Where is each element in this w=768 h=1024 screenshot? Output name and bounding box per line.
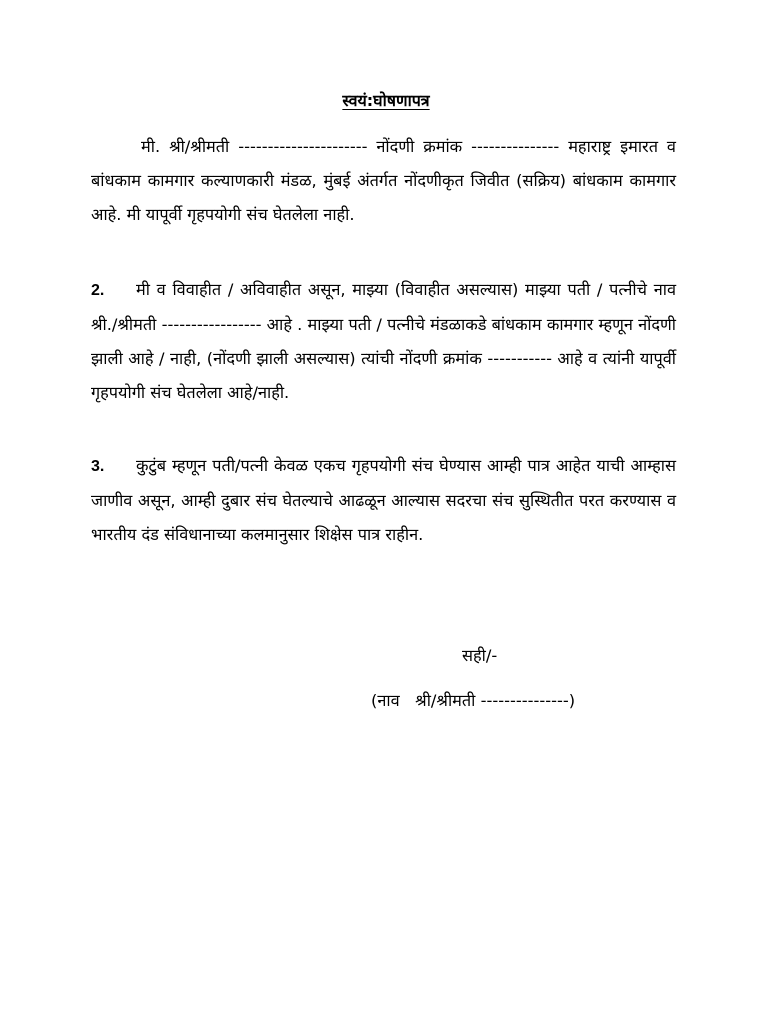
- paragraph-2: [91, 273, 676, 410]
- paragraph-1-text: मी. श्री/श्रीमती ---------------------- नोंदणी क्रमांक --------------- महाराष्ट्र इमारत व बांधकाम कामगार कल्याणकारी मंडळ, मुंबई अंतर्गत नोंदणीकृत जिवीत (सक्रिय) बांधकाम कामगार आहे. मी यापूर्वी गृहपयोगी संच घेतलेला नाही.: [91, 137, 676, 224]
- signature-label: सही/-: [462, 646, 498, 665]
- paragraph-3-text: कुटुंब म्हणून पती/पत्नी केवळ एकच गृहपयोगी संच घेण्यास आम्ही पात्र आहेत याची आम्हास जाणीव असून, आम्ही दुबार संच घेतल्याचे आढळून आल्यास सदरचा संच सुस्थितीत परत करण्यास व भारतीय दंड संविधानाच्या कलमानुसार शिक्षेस पात्र राहीन.: [91, 456, 676, 544]
- paragraph-2-text: मी व विवाहीत / अविवाहीत असून, माझ्या (विवाहीत असल्यास) माझ्या पती / पत्नीचे नाव श्री./श्रीमती ----------------- आहे . माझ्या पती / पत्नीचे मंडळाकडे बांधकाम कामगार म्हणून नोंदणी झाली आहे / नाही, (नोंदणी झाली असल्यास) त्यांची नोंदणी क्रमांक ----------- आहे व त्यांनी यापूर्वी गृहपयोगी संच घेतलेला आहे/नाही.: [91, 280, 676, 402]
- document-title: स्वयं:घोषणापत्र: [342, 91, 430, 110]
- paragraph-3: [91, 449, 676, 552]
- paragraph-1: [91, 130, 676, 232]
- paragraph-3-number: 3.: [91, 458, 105, 475]
- signature-name-line: (नाव श्री/श्रीमती ---------------): [371, 691, 576, 710]
- paragraph-2-number: 2.: [91, 282, 105, 299]
